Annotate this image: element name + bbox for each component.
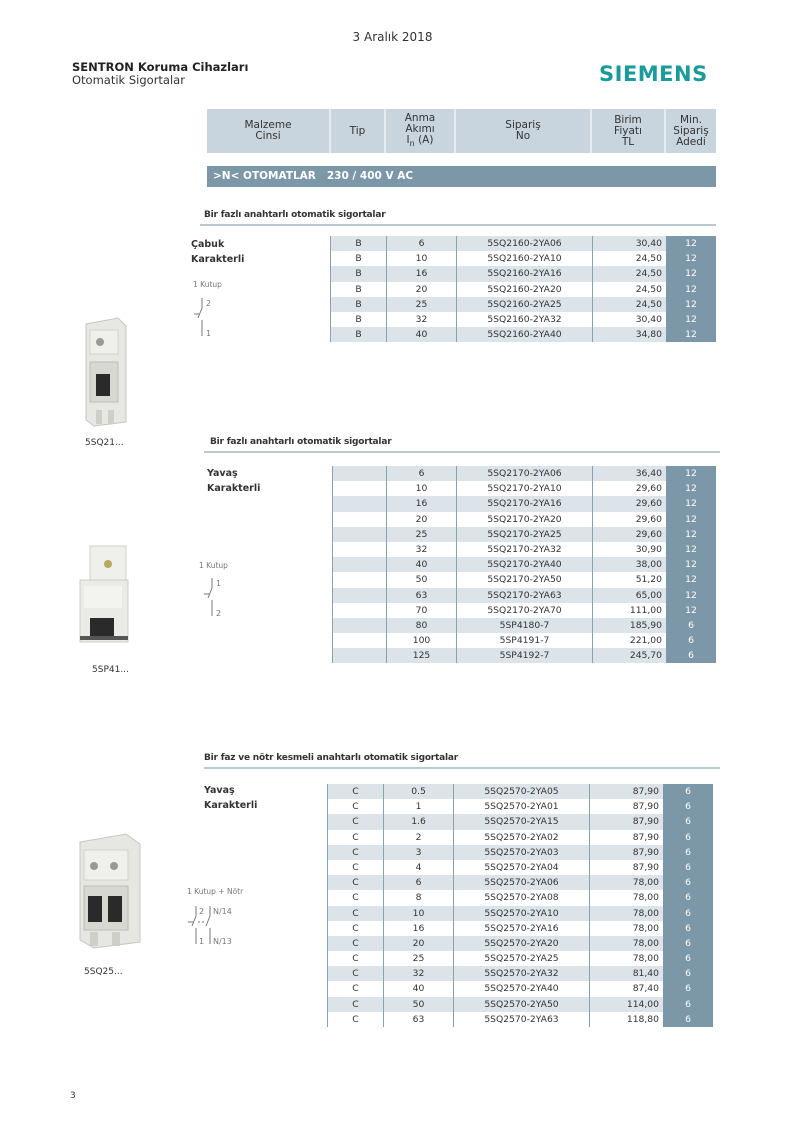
cell-type: C	[327, 951, 383, 966]
cell-min-order: 12	[666, 527, 716, 542]
cell-type	[332, 633, 386, 648]
price-table-1	[330, 236, 716, 342]
cell-order-no: 5SQ2570-2YA04	[453, 860, 589, 875]
cell-unit-price: 118,80	[589, 1012, 663, 1027]
cell-order-no: 5SQ2570-2YA40	[453, 981, 589, 996]
table-row	[332, 572, 716, 587]
table-row	[332, 466, 716, 481]
table-row	[330, 312, 716, 327]
cell-type	[332, 618, 386, 633]
terminal-label: 2	[206, 299, 212, 308]
cell-unit-price: 221,00	[592, 633, 666, 648]
cell-order-no: 5SQ2170-2YA40	[456, 557, 592, 572]
table-row	[330, 327, 716, 342]
cell-type: C	[327, 860, 383, 875]
cell-type: C	[327, 784, 383, 799]
cell-unit-price: 29,60	[592, 527, 666, 542]
header-text: Tip	[349, 124, 366, 137]
cell-unit-price: 30,40	[592, 236, 666, 251]
cell-unit-price: 36,40	[592, 466, 666, 481]
table-row	[327, 906, 713, 921]
cell-min-order: 6	[663, 1012, 713, 1027]
table-row	[332, 633, 716, 648]
document-title: SENTRON Koruma Cihazları	[72, 60, 249, 74]
table-row	[330, 266, 716, 281]
cell-unit-price: 29,60	[592, 496, 666, 511]
cell-current: 20	[383, 936, 453, 951]
cell-current: 1.6	[383, 814, 453, 829]
cell-type	[332, 588, 386, 603]
breaker-2pole-image	[74, 832, 146, 950]
cell-current: 32	[383, 966, 453, 981]
product-code-label: 5SQ21...	[85, 438, 124, 448]
header-text: No	[515, 130, 531, 142]
cell-current: 25	[386, 527, 456, 542]
cell-unit-price: 78,00	[589, 921, 663, 936]
table-row	[332, 603, 716, 618]
terminal-label: 1	[199, 937, 205, 946]
header-order	[456, 109, 592, 153]
header-text: (A)	[414, 133, 434, 146]
table-row	[327, 875, 713, 890]
cell-unit-price: 29,60	[592, 481, 666, 496]
cell-current: 50	[386, 572, 456, 587]
cell-min-order: 12	[666, 603, 716, 618]
characteristic-label	[191, 237, 244, 267]
header-material	[207, 109, 331, 153]
price-table-2	[332, 466, 716, 663]
cell-current: 16	[383, 921, 453, 936]
cell-order-no: 5SQ2170-2YA10	[456, 481, 592, 496]
cell-current: 63	[386, 588, 456, 603]
pole-label: 1 Kutup + Nötr	[187, 887, 244, 896]
cell-order-no: 5SQ2170-2YA63	[456, 588, 592, 603]
cell-type: C	[327, 830, 383, 845]
switch-symbol-2pole-icon	[184, 902, 254, 948]
cell-type: B	[330, 282, 386, 297]
cell-min-order: 12	[666, 588, 716, 603]
cell-unit-price: 34,80	[592, 327, 666, 342]
header-text: Sipariş	[673, 124, 709, 137]
cell-current: 16	[386, 496, 456, 511]
cell-unit-price: 111,00	[592, 603, 666, 618]
cell-unit-price: 78,00	[589, 951, 663, 966]
cell-unit-price: 24,50	[592, 297, 666, 312]
section-divider	[204, 451, 720, 453]
cell-current: 20	[386, 282, 456, 297]
cell-current: 32	[386, 542, 456, 557]
cell-current: 125	[386, 648, 456, 663]
cell-min-order: 12	[666, 297, 716, 312]
table-row	[330, 236, 716, 251]
cell-min-order: 6	[663, 981, 713, 996]
cell-min-order: 12	[666, 481, 716, 496]
cell-order-no: 5SQ2160-2YA10	[456, 251, 592, 266]
cell-type: C	[327, 875, 383, 890]
cell-current: 0.5	[383, 784, 453, 799]
table-row	[330, 251, 716, 266]
header-text: Malzeme	[244, 119, 292, 131]
header-current-unit	[407, 135, 434, 149]
table-row	[332, 557, 716, 572]
cell-current: 40	[386, 327, 456, 342]
section-divider	[200, 224, 716, 226]
cell-unit-price: 87,90	[589, 784, 663, 799]
cell-type: C	[327, 936, 383, 951]
cell-order-no: 5SQ2160-2YA06	[456, 236, 592, 251]
terminal-label: 2	[216, 609, 222, 618]
cell-type: C	[327, 845, 383, 860]
cell-min-order: 6	[663, 875, 713, 890]
characteristic-line: Yavaş	[207, 468, 238, 479]
cell-type	[332, 572, 386, 587]
header-text: Adedi	[676, 135, 706, 148]
siemens-logo: SIEMENS	[599, 62, 708, 86]
cell-order-no: 5SQ2570-2YA32	[453, 966, 589, 981]
cell-order-no: 5SQ2570-2YA10	[453, 906, 589, 921]
cell-current: 1	[383, 799, 453, 814]
table-row	[327, 1012, 713, 1027]
table-row	[327, 830, 713, 845]
cell-unit-price: 245,70	[592, 648, 666, 663]
cell-min-order: 6	[663, 799, 713, 814]
header-text: TL	[621, 135, 635, 148]
section-title: Bir faz ve nötr kesmeli anahtarlı otomatik sigortalar	[204, 753, 459, 763]
table-row	[330, 282, 716, 297]
header-min-order	[666, 109, 716, 153]
cell-current: 4	[383, 860, 453, 875]
table-row	[332, 496, 716, 511]
cell-order-no: 5SQ2570-2YA16	[453, 921, 589, 936]
cell-unit-price: 24,50	[592, 266, 666, 281]
cell-min-order: 6	[663, 860, 713, 875]
cell-unit-price: 29,60	[592, 512, 666, 527]
cell-order-no: 5SP4192-7	[456, 648, 592, 663]
section-title: Bir fazlı anahtarlı otomatik sigortalar	[210, 437, 392, 447]
cell-current: 70	[386, 603, 456, 618]
terminal-label: N/14	[213, 907, 232, 916]
characteristic-label	[204, 783, 257, 813]
cell-min-order: 6	[663, 845, 713, 860]
cell-order-no: 5SQ2160-2YA25	[456, 297, 592, 312]
cell-order-no: 5SQ2170-2YA32	[456, 542, 592, 557]
cell-unit-price: 87,90	[589, 799, 663, 814]
cell-type: B	[330, 327, 386, 342]
cell-min-order: 6	[663, 921, 713, 936]
cell-order-no: 5SQ2570-2YA03	[453, 845, 589, 860]
cell-current: 80	[386, 618, 456, 633]
cell-min-order: 12	[666, 236, 716, 251]
pole-label: 1 Kutup	[193, 280, 222, 289]
cell-min-order: 12	[666, 572, 716, 587]
cell-order-no: 5SQ2570-2YA02	[453, 830, 589, 845]
header-current	[386, 109, 456, 153]
terminal-label: 1	[206, 329, 212, 338]
characteristic-line: Karakterli	[191, 254, 245, 265]
cell-current: 6	[386, 466, 456, 481]
cell-min-order: 6	[666, 618, 716, 633]
category-band: >N< OTOMATLAR 230 / 400 V AC	[207, 166, 716, 187]
cell-min-order: 6	[663, 890, 713, 905]
cell-order-no: 5SQ2570-2YA25	[453, 951, 589, 966]
cell-min-order: 6	[663, 966, 713, 981]
table-row	[327, 890, 713, 905]
cell-current: 3	[383, 845, 453, 860]
table-row	[332, 648, 716, 663]
cell-current: 10	[383, 906, 453, 921]
cell-order-no: 5SQ2160-2YA40	[456, 327, 592, 342]
cell-min-order: 12	[666, 466, 716, 481]
cell-unit-price: 81,40	[589, 966, 663, 981]
cell-min-order: 6	[663, 814, 713, 829]
cell-unit-price: 78,00	[589, 936, 663, 951]
cell-min-order: 6	[663, 997, 713, 1012]
cell-unit-price: 87,40	[589, 981, 663, 996]
cell-current: 8	[383, 890, 453, 905]
header-text: Min.	[680, 113, 702, 126]
table-row	[327, 921, 713, 936]
cell-unit-price: 24,50	[592, 251, 666, 266]
header-text: Sipariş	[505, 119, 541, 131]
pole-label: 1 Kutup	[199, 561, 228, 570]
table-row	[327, 981, 713, 996]
cell-type: C	[327, 814, 383, 829]
cell-unit-price: 87,90	[589, 830, 663, 845]
cell-type: C	[327, 981, 383, 996]
cell-unit-price: 87,90	[589, 860, 663, 875]
cell-type: C	[327, 890, 383, 905]
section-title: Bir fazlı anahtarlı otomatik sigortalar	[204, 210, 386, 220]
header-type	[331, 109, 386, 153]
cell-unit-price: 78,00	[589, 875, 663, 890]
cell-type: C	[327, 921, 383, 936]
product-code-label: 5SQ25...	[84, 967, 123, 977]
cell-order-no: 5SQ2570-2YA63	[453, 1012, 589, 1027]
document-date: 3 Aralık 2018	[352, 30, 433, 44]
product-code-label: 5SP41...	[92, 665, 129, 675]
table-row	[327, 784, 713, 799]
cell-current: 20	[386, 512, 456, 527]
cell-unit-price: 65,00	[592, 588, 666, 603]
cell-type: C	[327, 966, 383, 981]
header-text: Fiyatı	[614, 124, 642, 137]
cell-order-no: 5SQ2570-2YA50	[453, 997, 589, 1012]
terminal-label: 2	[199, 907, 205, 916]
table-row	[332, 542, 716, 557]
cell-min-order: 6	[663, 936, 713, 951]
cell-type	[332, 481, 386, 496]
cell-order-no: 5SQ2160-2YA20	[456, 282, 592, 297]
cell-current: 32	[386, 312, 456, 327]
characteristic-line: Karakterli	[204, 800, 258, 811]
table-row	[327, 860, 713, 875]
cell-type: B	[330, 312, 386, 327]
cell-order-no: 5SQ2160-2YA16	[456, 266, 592, 281]
cell-unit-price: 78,00	[589, 906, 663, 921]
cell-current: 6	[383, 875, 453, 890]
cell-type: B	[330, 266, 386, 281]
cell-type: C	[327, 997, 383, 1012]
breaker-5sp4-image	[76, 542, 136, 652]
cell-unit-price: 51,20	[592, 572, 666, 587]
cell-order-no: 5SQ2570-2YA01	[453, 799, 589, 814]
cell-unit-price: 185,90	[592, 618, 666, 633]
terminal-label: N/13	[213, 937, 232, 946]
cell-current: 2	[383, 830, 453, 845]
cell-order-no: 5SQ2570-2YA06	[453, 875, 589, 890]
cell-order-no: 5SQ2170-2YA50	[456, 572, 592, 587]
header-text: I	[406, 133, 410, 146]
cell-min-order: 12	[666, 327, 716, 342]
table-row	[332, 481, 716, 496]
cell-unit-price: 38,00	[592, 557, 666, 572]
table-row	[332, 618, 716, 633]
header-text: Birim	[614, 113, 642, 126]
cell-type: B	[330, 236, 386, 251]
cell-min-order: 6	[666, 633, 716, 648]
cell-type: C	[327, 799, 383, 814]
table-row	[330, 297, 716, 312]
cell-min-order: 12	[666, 312, 716, 327]
cell-current: 10	[386, 251, 456, 266]
cell-order-no: 5SQ2170-2YA16	[456, 496, 592, 511]
cell-type: C	[327, 906, 383, 921]
table-header	[207, 109, 716, 153]
table-row	[332, 588, 716, 603]
table-row	[327, 814, 713, 829]
cell-type: B	[330, 297, 386, 312]
cell-order-no: 5SP4191-7	[456, 633, 592, 648]
characteristic-line: Yavaş	[204, 785, 235, 796]
header-text: Akımı	[405, 122, 435, 135]
cell-type	[332, 542, 386, 557]
cell-order-no: 5SQ2170-2YA70	[456, 603, 592, 618]
header-text: Cinsi	[255, 130, 281, 142]
cell-current: 63	[383, 1012, 453, 1027]
cell-current: 10	[386, 481, 456, 496]
cell-type: B	[330, 251, 386, 266]
cell-type	[332, 648, 386, 663]
cell-current: 16	[386, 266, 456, 281]
cell-type: C	[327, 1012, 383, 1027]
breaker-1pole-image	[78, 316, 134, 428]
cell-min-order: 6	[663, 906, 713, 921]
cell-current: 50	[383, 997, 453, 1012]
table-row	[327, 997, 713, 1012]
cell-current: 40	[386, 557, 456, 572]
cell-order-no: 5SQ2160-2YA32	[456, 312, 592, 327]
table-row	[327, 951, 713, 966]
cell-unit-price: 114,00	[589, 997, 663, 1012]
cell-current: 6	[386, 236, 456, 251]
cell-order-no: 5SP4180-7	[456, 618, 592, 633]
cell-order-no: 5SQ2570-2YA08	[453, 890, 589, 905]
price-table-3	[327, 784, 713, 1027]
cell-order-no: 5SQ2570-2YA05	[453, 784, 589, 799]
cell-min-order: 6	[663, 951, 713, 966]
cell-type	[332, 527, 386, 542]
header-text: Anma	[404, 111, 436, 124]
cell-type	[332, 557, 386, 572]
cell-current: 25	[383, 951, 453, 966]
cell-order-no: 5SQ2570-2YA20	[453, 936, 589, 951]
characteristic-line: Çabuk	[191, 239, 225, 250]
cell-min-order: 12	[666, 266, 716, 281]
cell-current: 25	[386, 297, 456, 312]
cell-unit-price: 30,40	[592, 312, 666, 327]
cell-unit-price: 87,90	[589, 845, 663, 860]
cell-min-order: 6	[666, 648, 716, 663]
cell-current: 100	[386, 633, 456, 648]
cell-type	[332, 512, 386, 527]
cell-order-no: 5SQ2570-2YA15	[453, 814, 589, 829]
page-number: 3	[70, 1091, 76, 1101]
document-subtitle: Otomatik Sigortalar	[72, 73, 185, 87]
cell-unit-price: 30,90	[592, 542, 666, 557]
cell-min-order: 12	[666, 251, 716, 266]
cell-unit-price: 24,50	[592, 282, 666, 297]
cell-order-no: 5SQ2170-2YA06	[456, 466, 592, 481]
cell-unit-price: 78,00	[589, 890, 663, 905]
cell-min-order: 12	[666, 282, 716, 297]
table-row	[327, 966, 713, 981]
header-text: n	[409, 139, 415, 149]
cell-unit-price: 87,90	[589, 814, 663, 829]
cell-min-order: 12	[666, 496, 716, 511]
table-row	[332, 527, 716, 542]
cell-order-no: 5SQ2170-2YA20	[456, 512, 592, 527]
cell-current: 40	[383, 981, 453, 996]
cell-min-order: 6	[663, 830, 713, 845]
switch-symbol-icon	[190, 296, 220, 338]
cell-min-order: 6	[663, 784, 713, 799]
table-row	[327, 799, 713, 814]
table-row	[327, 845, 713, 860]
cell-min-order: 12	[666, 512, 716, 527]
table-row	[332, 512, 716, 527]
cell-type	[332, 496, 386, 511]
cell-type	[332, 466, 386, 481]
cell-order-no: 5SQ2170-2YA25	[456, 527, 592, 542]
characteristic-label	[207, 466, 260, 496]
section-divider	[204, 767, 720, 769]
table-row	[327, 936, 713, 951]
cell-min-order: 12	[666, 557, 716, 572]
characteristic-line: Karakterli	[207, 483, 261, 494]
cell-type	[332, 603, 386, 618]
switch-symbol-icon	[200, 576, 230, 618]
cell-min-order: 12	[666, 542, 716, 557]
header-price	[592, 109, 666, 153]
terminal-label: 1	[216, 579, 222, 588]
